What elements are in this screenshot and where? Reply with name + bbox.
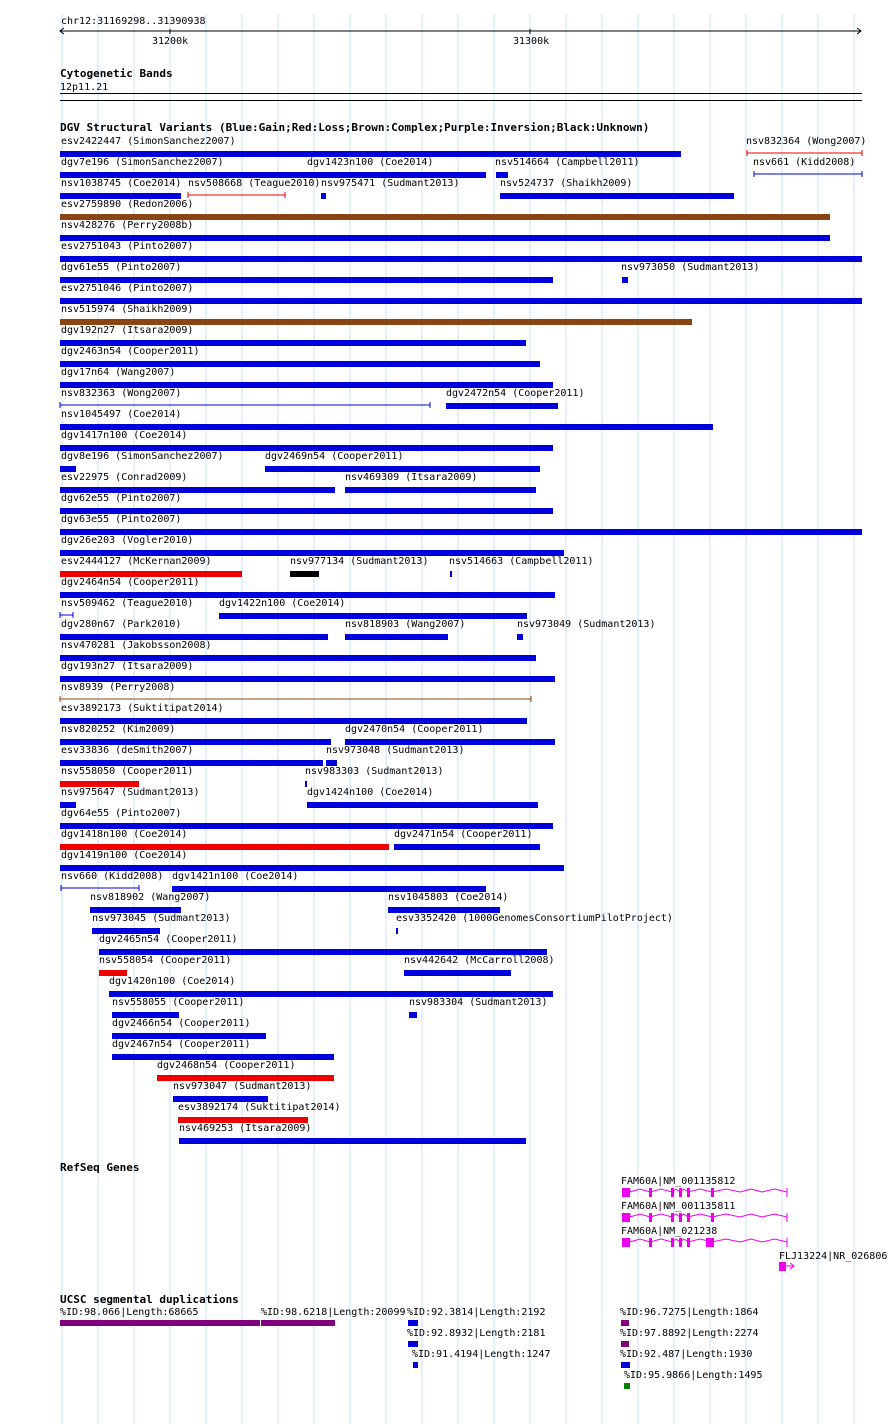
dgv-feature-label: dgv2467n54 (Cooper2011)	[112, 1039, 251, 1050]
dgv-feature[interactable]	[60, 283, 862, 304]
segdup-bar	[413, 1362, 418, 1368]
dgv-feature[interactable]	[90, 892, 210, 913]
dgv-feature[interactable]	[60, 367, 553, 388]
dgv-feature-label: dgv2463n54 (Cooper2011)	[61, 346, 200, 357]
segdup-item[interactable]	[620, 1349, 752, 1368]
dgv-feature-bar	[321, 193, 326, 199]
dgv-feature-label: nsv1045497 (Coe2014)	[61, 409, 182, 420]
ruler-range-label: chr12:31169298..31390938	[61, 16, 206, 27]
dgv-feature[interactable]	[500, 178, 734, 199]
dgv-feature-label: nsv975647 (Sudmant2013)	[61, 787, 200, 798]
segdup-bar	[624, 1383, 630, 1389]
dgv-feature-label: dgv7e196 (SimonSanchez2007)	[61, 157, 224, 168]
dgv-feature[interactable]	[345, 619, 465, 640]
dgv-feature[interactable]	[179, 1123, 526, 1144]
dgv-feature-label: nsv558054 (Cooper2011)	[99, 955, 232, 966]
dgv-feature[interactable]	[60, 556, 242, 577]
dgv-feature[interactable]	[60, 430, 553, 451]
dgv-feature[interactable]	[307, 787, 538, 808]
dgv-feature[interactable]	[265, 451, 540, 472]
dgv-feature[interactable]	[60, 346, 540, 367]
gene-exon	[687, 1188, 690, 1197]
dgv-feature-bar	[409, 1012, 417, 1018]
track-title: DGV Structural Variants (Blue:Gain;Red:Loss;Brown:Complex;Purple:Inversion;Black:Unknown)	[60, 121, 650, 134]
dgv-feature[interactable]	[388, 892, 508, 913]
dgv-feature[interactable]	[495, 157, 640, 178]
dgv-feature[interactable]	[60, 241, 862, 262]
gene-exon	[679, 1238, 682, 1247]
track-title: RefSeq Genes	[60, 1161, 140, 1174]
dgv-feature-bar	[307, 802, 538, 808]
segdup-label: %ID:92.8932|Length:2181	[407, 1328, 546, 1339]
dgv-feature-label: esv3352420 (1000GenomesConsortiumPilotProject)	[396, 913, 673, 924]
gene-exon	[671, 1238, 674, 1247]
dgv-feature-label: dgv1419n100 (Coe2014)	[61, 850, 188, 861]
segdup-bar	[408, 1341, 418, 1347]
dgv-feature-label: dgv2466n54 (Cooper2011)	[112, 1018, 251, 1029]
dgv-feature-label: dgv192n27 (Itsara2009)	[61, 325, 194, 336]
dgv-feature[interactable]	[99, 955, 231, 976]
dgv-feature-label: esv2444127 (McKernan2009)	[61, 556, 212, 567]
dgv-feature-label: nsv558055 (Cooper2011)	[112, 997, 245, 1008]
dgv-feature[interactable]	[321, 178, 459, 199]
dgv-feature-label: dgv1417n100 (Coe2014)	[61, 430, 188, 441]
dgv-feature-bar	[179, 1138, 526, 1144]
segdup-item[interactable]	[407, 1328, 545, 1347]
dgv-feature[interactable]	[60, 493, 553, 514]
dgv-feature[interactable]	[60, 514, 862, 535]
dgv-feature[interactable]	[60, 388, 430, 408]
gene-label: FAM60A|NM_001135811	[621, 1201, 736, 1212]
gene-label: FLJ13224|NR_026806	[779, 1251, 888, 1262]
gene-exon	[679, 1188, 682, 1197]
dgv-feature[interactable]	[60, 199, 830, 220]
gene-exon	[687, 1213, 690, 1222]
dgv-feature-label: esv3892173 (Suktitipat2014)	[61, 703, 224, 714]
dgv-feature-label: nsv524737 (Shaikh2009)	[500, 178, 633, 189]
segdup-label: %ID:98.6218|Length:20099	[261, 1307, 406, 1318]
dgv-feature[interactable]	[60, 220, 830, 241]
dgv-feature[interactable]	[60, 724, 331, 745]
dgv-feature-label: nsv1045803 (Coe2014)	[388, 892, 509, 903]
segdup-item[interactable]	[620, 1307, 758, 1326]
dgv-feature-label: nsv973047 (Sudmant2013)	[173, 1081, 312, 1092]
dgv-feature-label: esv2422447 (SimonSanchez2007)	[61, 136, 236, 147]
dgv-feature-label: nsv973050 (Sudmant2013)	[621, 262, 760, 273]
dgv-feature[interactable]	[517, 619, 655, 640]
dgv-feature-label: dgv2468n54 (Cooper2011)	[157, 1060, 296, 1071]
gene-exon	[706, 1238, 714, 1247]
dgv-feature-label: dgv1422n100 (Coe2014)	[219, 598, 346, 609]
dgv-feature-label: dgv1420n100 (Coe2014)	[109, 976, 236, 987]
dgv-feature-label: nsv509462 (Teague2010)	[61, 598, 194, 609]
dgv-feature[interactable]	[60, 136, 681, 157]
dgv-feature[interactable]	[60, 178, 181, 199]
dgv-feature[interactable]	[404, 955, 555, 976]
refseq-gene[interactable]	[621, 1226, 787, 1247]
dgv-feature-label: nsv832363 (Wong2007)	[61, 388, 182, 399]
dgv-feature[interactable]	[449, 556, 594, 577]
dgv-feature-label: dgv8e196 (SimonSanchez2007)	[61, 451, 224, 462]
band-bar[interactable]	[60, 93, 862, 94]
dgv-feature[interactable]	[307, 157, 486, 178]
gene-exon	[711, 1213, 714, 1222]
dgv-feature-label: esv2759890 (Redon2006)	[61, 199, 194, 210]
dgv-feature[interactable]	[60, 682, 531, 702]
segdup-label: %ID:91.4194|Length:1247	[412, 1349, 551, 1360]
dgv-feature-label: nsv975471 (Sudmant2013)	[321, 178, 460, 189]
dgv-feature[interactable]	[446, 388, 584, 409]
refseq-gene-list	[621, 1176, 887, 1271]
dgv-feature[interactable]	[60, 262, 553, 283]
dgv-feature-label: nsv820252 (Kim2009)	[61, 724, 176, 735]
gene-intron-line	[630, 1189, 787, 1192]
dgv-feature-label: nsv977134 (Sudmant2013)	[290, 556, 429, 567]
dgv-feature[interactable]	[60, 577, 555, 598]
dgv-feature[interactable]	[99, 934, 547, 955]
gene-exon	[679, 1213, 682, 1222]
dgv-feature-bar	[450, 571, 452, 577]
dgv-feature-bar	[394, 844, 540, 850]
dgv-feature[interactable]	[60, 703, 527, 724]
segdup-item[interactable]	[624, 1370, 762, 1389]
dgv-feature-bar	[345, 487, 536, 493]
dgv-feature[interactable]	[753, 157, 862, 177]
dgv-feature[interactable]	[112, 1018, 266, 1039]
dgv-feature-label: nsv469309 (Itsara2009)	[345, 472, 478, 483]
dgv-feature-label: dgv2470n54 (Cooper2011)	[345, 724, 484, 735]
dgv-feature[interactable]	[112, 997, 244, 1018]
dgv-feature-label: dgv2469n54 (Cooper2011)	[265, 451, 404, 462]
dgv-feature-label: esv2751046 (Pinto2007)	[61, 283, 194, 294]
dgv-feature-label: nsv1038745 (Coe2014)	[61, 178, 182, 189]
dgv-feature-label: nsv514664 (Campbell2011)	[495, 157, 640, 168]
dgv-feature-label: nsv983304 (Sudmant2013)	[409, 997, 548, 1008]
dgv-feature[interactable]	[60, 472, 335, 493]
gene-exon	[649, 1188, 652, 1197]
gene-exon	[671, 1213, 674, 1222]
dgv-feature[interactable]	[409, 997, 547, 1018]
dgv-feature-label: dgv2472n54 (Cooper2011)	[446, 388, 585, 399]
dgv-feature-label: dgv62e55 (Pinto2007)	[61, 493, 182, 504]
dgv-feature-label: dgv280n67 (Park2010)	[61, 619, 182, 630]
dgv-feature-label: nsv818903 (Wang2007)	[345, 619, 466, 630]
gene-exon	[687, 1238, 690, 1247]
cytoband-track	[60, 67, 862, 101]
dgv-feature-label: dgv26e203 (Vogler2010)	[61, 535, 194, 546]
dgv-feature-bar	[396, 928, 398, 934]
dgv-feature-list	[60, 136, 866, 1144]
segdup-label: %ID:92.487|Length:1930	[620, 1349, 753, 1360]
dgv-feature[interactable]	[157, 1060, 334, 1081]
dgv-feature-label: dgv63e55 (Pinto2007)	[61, 514, 182, 525]
dgv-feature-label: nsv661 (Kidd2008)	[753, 157, 856, 168]
dgv-feature[interactable]	[60, 535, 564, 556]
dgv-feature-label: nsv469253 (Itsara2009)	[179, 1123, 312, 1134]
ruler-tick-label: 31300k	[513, 36, 550, 47]
dgv-feature[interactable]	[61, 871, 163, 891]
dgv-feature-label: dgv61e55 (Pinto2007)	[61, 262, 182, 273]
dgv-feature-label: nsv818902 (Wang2007)	[90, 892, 211, 903]
dgv-feature-label: nsv442642 (McCarroll2008)	[404, 955, 555, 966]
dgv-feature[interactable]	[60, 619, 328, 640]
gene-exon	[649, 1213, 652, 1222]
dgv-feature-label: dgv1418n100 (Coe2014)	[61, 829, 188, 840]
dgv-feature-label: nsv428276 (Perry2008b)	[61, 220, 194, 231]
segdup-item[interactable]	[620, 1328, 758, 1347]
dgv-feature[interactable]	[60, 808, 553, 829]
dgv-feature[interactable]	[345, 724, 555, 745]
dgv-feature-label: nsv558050 (Cooper2011)	[61, 766, 194, 777]
dgv-feature[interactable]	[109, 976, 553, 997]
dgv-feature[interactable]	[173, 1081, 311, 1102]
refseq-gene[interactable]	[621, 1201, 787, 1222]
segdup-item[interactable]	[407, 1307, 545, 1326]
dgv-feature-label: nsv973045 (Sudmant2013)	[92, 913, 231, 924]
dgv-feature[interactable]	[746, 136, 866, 156]
dgv-feature-label: esv3892174 (Suktitipat2014)	[178, 1102, 341, 1113]
dgv-feature-label: nsv515974 (Shaikh2009)	[61, 304, 194, 315]
segdup-track	[60, 1293, 762, 1389]
dgv-feature[interactable]	[172, 871, 486, 892]
dgv-feature[interactable]	[178, 1102, 341, 1123]
segdup-bar	[621, 1341, 629, 1347]
gene-exon	[622, 1213, 630, 1222]
dgv-feature[interactable]	[60, 304, 692, 325]
dgv-feature-bar	[622, 277, 628, 283]
dgv-feature[interactable]	[60, 661, 555, 682]
gene-label: FAM60A|NM_021238	[621, 1226, 718, 1237]
gene-exon	[622, 1188, 630, 1197]
segdup-bar	[621, 1362, 630, 1368]
dgv-feature[interactable]	[112, 1039, 334, 1060]
track-title: Cytogenetic Bands	[60, 67, 173, 80]
segdup-bar	[60, 1320, 260, 1326]
segdup-label: %ID:98.066|Length:68665	[60, 1307, 199, 1318]
gene-exon	[779, 1262, 786, 1271]
dgv-feature-label: dgv1423n100 (Coe2014)	[307, 157, 434, 168]
segdup-bar	[621, 1320, 629, 1326]
dgv-feature-label: dgv17n64 (Wang2007)	[61, 367, 176, 378]
dgv-feature-label: esv2751043 (Pinto2007)	[61, 241, 194, 252]
dgv-feature[interactable]	[92, 913, 230, 934]
dgv-feature[interactable]	[60, 451, 224, 472]
segdup-label: %ID:92.3814|Length:2192	[407, 1307, 546, 1318]
dgv-feature[interactable]	[60, 598, 193, 618]
dgv-feature-bar	[345, 634, 448, 640]
ruler	[60, 16, 861, 47]
dgv-feature-bar	[404, 970, 511, 976]
dgv-feature[interactable]	[326, 745, 464, 766]
dgv-feature-label: dgv2464n54 (Cooper2011)	[61, 577, 200, 588]
ruler-tick-label: 31200k	[152, 36, 189, 47]
dgv-feature[interactable]	[621, 262, 759, 283]
segdup-item[interactable]	[261, 1307, 406, 1326]
gene-exon	[671, 1188, 674, 1197]
band-bar[interactable]	[60, 100, 862, 101]
gene-exon	[711, 1188, 714, 1197]
dgv-feature-label: nsv514663 (Campbell2011)	[449, 556, 594, 567]
dgv-feature-label: nsv973048 (Sudmant2013)	[326, 745, 465, 756]
dgv-feature[interactable]	[60, 850, 564, 871]
refseq-gene[interactable]	[779, 1251, 887, 1271]
dgv-feature-label: nsv983303 (Sudmant2013)	[305, 766, 444, 777]
dgv-feature[interactable]	[60, 829, 389, 850]
dgv-feature[interactable]	[396, 913, 673, 934]
dgv-feature-label: nsv660 (Kidd2008)	[61, 871, 164, 882]
dgv-feature[interactable]	[188, 178, 320, 198]
segdup-label: %ID:97.8892|Length:2274	[620, 1328, 759, 1339]
dgv-feature[interactable]	[60, 640, 536, 661]
dgv-feature[interactable]	[394, 829, 540, 850]
segdup-item[interactable]	[60, 1307, 260, 1326]
refseq-gene[interactable]	[621, 1176, 787, 1197]
segdup-label: %ID:95.9866|Length:1495	[624, 1370, 763, 1381]
dgv-feature-label: nsv470281 (Jakobsson2008)	[61, 640, 212, 651]
dgv-feature-label: dgv2465n54 (Cooper2011)	[99, 934, 238, 945]
dgv-feature[interactable]	[60, 325, 526, 346]
dgv-feature[interactable]	[305, 766, 443, 787]
gene-exon	[622, 1238, 630, 1247]
segdup-bar	[408, 1320, 418, 1326]
segdup-label: %ID:96.7275|Length:1864	[620, 1307, 759, 1318]
dgv-feature-bar	[290, 571, 319, 577]
dgv-feature-label: esv22975 (Conrad2009)	[61, 472, 188, 483]
dgv-feature-label: nsv973049 (Sudmant2013)	[517, 619, 656, 630]
dgv-feature-label: dgv1424n100 (Coe2014)	[307, 787, 434, 798]
track-title: UCSC segmental duplications	[60, 1293, 239, 1306]
dgv-feature-bar	[500, 193, 734, 199]
dgv-feature-label: dgv2471n54 (Cooper2011)	[394, 829, 533, 840]
dgv-feature[interactable]	[60, 745, 323, 766]
dgv-feature-label: nsv8939 (Perry2008)	[61, 682, 176, 693]
gene-exon	[649, 1238, 652, 1247]
dgv-feature[interactable]	[290, 556, 428, 577]
dgv-feature-label: nsv508668 (Teague2010)	[188, 178, 321, 189]
dgv-feature-label: nsv832364 (Wong2007)	[746, 136, 867, 147]
dgv-feature-label: dgv193n27 (Itsara2009)	[61, 661, 194, 672]
dgv-feature-bar	[446, 403, 558, 409]
dgv-feature[interactable]	[345, 472, 536, 493]
dgv-feature[interactable]	[60, 766, 193, 787]
dgv-feature-label: esv33836 (deSmith2007)	[61, 745, 194, 756]
dgv-feature-label: dgv1421n100 (Coe2014)	[172, 871, 299, 882]
dgv-feature-bar	[517, 634, 523, 640]
dgv-feature[interactable]	[219, 598, 527, 619]
dgv-feature-label: dgv64e55 (Pinto2007)	[61, 808, 182, 819]
gene-intron-line	[630, 1214, 787, 1217]
refseq-track	[60, 1161, 887, 1271]
segdup-bar	[261, 1320, 335, 1326]
dgv-track	[60, 121, 866, 1144]
band-label: 12p11.21	[60, 82, 109, 93]
gene-label: FAM60A|NM_001135812	[621, 1176, 736, 1187]
dgv-feature[interactable]	[60, 787, 199, 808]
segdup-list	[60, 1307, 762, 1389]
